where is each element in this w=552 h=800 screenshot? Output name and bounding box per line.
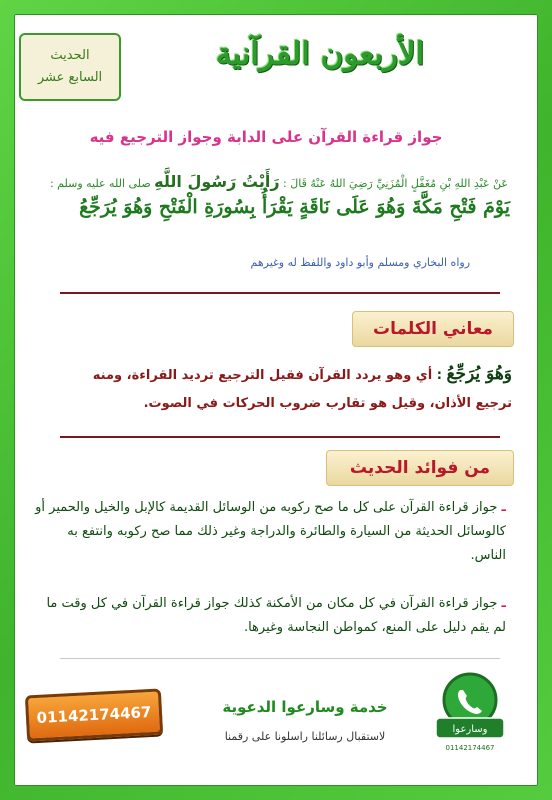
benefit-item — [34, 496, 506, 568]
hadith-intro: عَنْ عَبْدِ اللهِ بْنِ مُغَفَّلٍ الْمُزَنِيِّ رَضِيَ اللهُ عَنْهُ قَالَ : — [283, 177, 508, 190]
hadith-subtitle: جواز قراءة القرآن على الدابة وجواز الترجيع فيه — [89, 128, 443, 146]
badge-line-1: الحديث — [50, 48, 90, 63]
benefit-text: جواز قراءة القرآن على كل ما صح ركوبه من الوسائل القديمة كالإبل والخيل والحمير أو كالوسائل الحديثة من السيارة والطائرة والدراجة وغير ذلك مما صح ركوبه وانتفع به الناس. — [35, 500, 506, 563]
benefit-item — [34, 592, 506, 640]
word-separator: : — [436, 368, 442, 383]
phone-number-banner: 01142174467 — [25, 688, 163, 741]
hadith-salutation: صلى الله عليه وسلم : — [49, 177, 151, 190]
word-term: وَهُوَ يُرَجِّعُ — [446, 364, 512, 384]
whatsapp-logo — [433, 670, 507, 756]
divider — [60, 658, 500, 659]
service-subtitle: لاستقبال رسائلنا راسلونا على رقمنا — [224, 730, 386, 743]
page-title: الأربعون القرآنية — [215, 36, 425, 72]
benefit-text: جواز قراءة القرآن في كل مكان من الأمكنة كذلك جواز قراءة القرآن في كل وقت ما لم يقم دليل على المنع، كمواطن النجاسة وغيرها. — [46, 596, 506, 635]
section-benefits-heading: من فوائد الحديث — [326, 450, 514, 486]
benefit-dash: ـ — [501, 500, 506, 515]
hadith-chain — [40, 172, 508, 191]
word-meaning: أي وهو يردد القرآن فقيل الترجيع ترديد القراءة، ومنه ترجيع الأذان، وقيل هو تقارب ضروب الحركات في الصوت. — [92, 368, 512, 411]
hadith-number-badge — [19, 33, 121, 101]
logo-text: وسارعوا — [452, 724, 488, 735]
benefit-dash: ـ — [501, 596, 506, 611]
section-words-heading: معاني الكلمات — [352, 311, 514, 347]
logo-number: 01142174467 — [445, 744, 495, 752]
badge-line-2: السابع عشر — [37, 70, 103, 85]
hadith-text: يَوْمَ فَتْحِ مَكَّةَ وَهُوَ عَلَى نَاقَةٍ يَقْرَأُ بِسُورَةِ الْفَتْحِ وَهُوَ يُرَجِّعُ — [79, 196, 510, 218]
words-explanation — [52, 360, 512, 418]
divider — [60, 292, 500, 294]
hadith-quote-lead: رَأَيْتُ رَسُولَ اللَّهِ — [154, 172, 280, 191]
divider — [60, 436, 500, 438]
hadith-narration: رواه البخاري ومسلم وأبو داود واللفظ له وغيرهم — [250, 256, 470, 269]
service-title: خدمة وسارعوا الدعوية — [222, 698, 388, 716]
